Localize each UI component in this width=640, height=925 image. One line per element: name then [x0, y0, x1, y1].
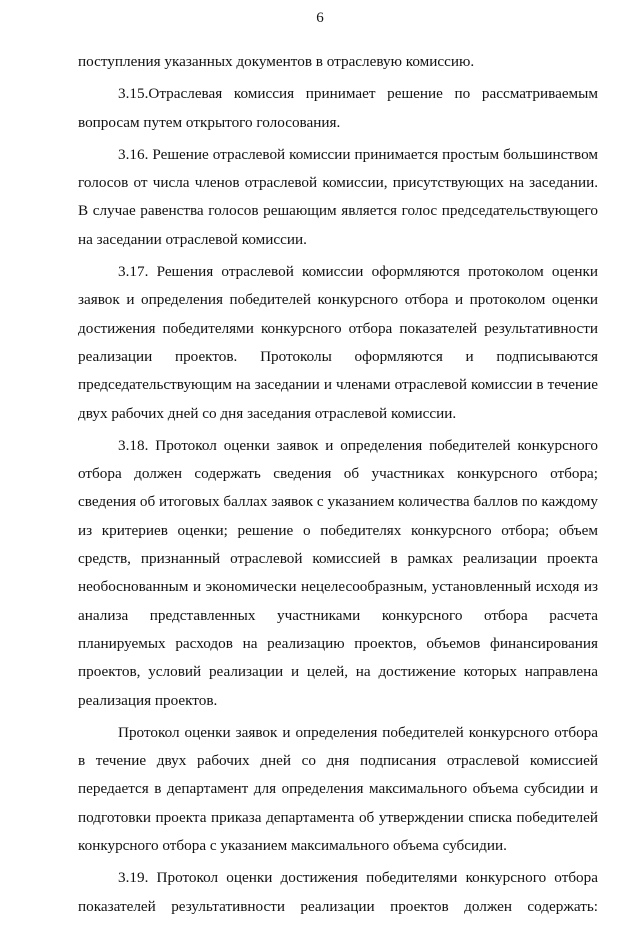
paragraph-3-17: 3.17. Решения отраслевой комиссии оформляются протоколом оценки заявок и определения победителей конкурсного отбора и протоколом оценки достижения победителями конкурсного отбора показателей результативности реализации проектов. Протоколы оформляются и подписываются председательствующим на заседании и членами отраслевой комиссии в течение двух рабочих дней со дня заседания отраслевой комиссии.: [78, 263, 598, 422]
document-body: [78, 48, 598, 925]
paragraph-continuation: поступления указанных документов в отраслевую комиссию.: [78, 53, 475, 70]
page-number: 6: [316, 10, 324, 26]
paragraph-3-19: 3.19. Протокол оценки достижения победителями конкурсного отбора показателей результативности реализации проектов должен содержать:: [78, 869, 598, 915]
paragraph-3-16: 3.16. Решение отраслевой комиссии принимается простым большинством голосов от числа членов отраслевой комиссии, присутствующих на заседании. В случае равенства голосов решающим является голос председательствующего на заседании отраслевой комиссии.: [78, 145, 598, 248]
paragraph-3-18: 3.18. Протокол оценки заявок и определения победителей конкурсного отбора должен содержать сведения об участниках конкурсного отбора; сведения об итоговых баллах заявок с указанием количества баллов по каждому из критериев оценки; решение о победителях конкурсного отбора; объем средств, признанный отраслевой комиссией в рамках реализации проекта необоснованным и экономически нецелесообразным, установленный исходя из анализа представленных участниками конкурсного отбора расчета планируемых расходов на реализацию проектов, объемов финансирования проектов, условий реализации и целей, на достижение которых направлена реализация проектов.: [78, 436, 598, 709]
paragraph-protocol-transfer: Протокол оценки заявок и определения победителей конкурсного отбора в течение двух рабочих дней со дня подписания отраслевой комиссией передается в департамент для определения максимального объема субсидии и подготовки проекта приказа департамента об утверждении списка победителей конкурсного отбора с указанием максимального объема субсидии.: [78, 723, 598, 855]
paragraph-3-15: 3.15.Отраслевая комиссия принимает решение по рассматриваемым вопросам путем открытого голосования.: [78, 85, 598, 131]
